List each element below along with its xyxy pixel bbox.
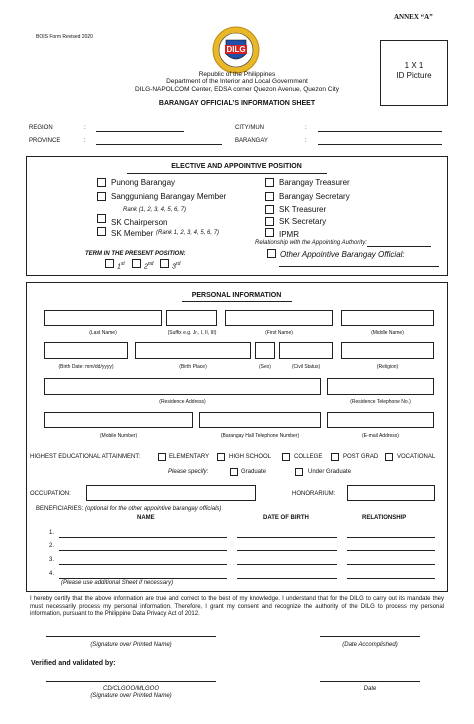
date-accomplished-caption: (Date Accomplished) (342, 642, 398, 648)
beneficiary-2-dob[interactable] (237, 550, 337, 551)
form-revision: BOIS Form Revised 2020 (36, 34, 93, 40)
honorarium-input[interactable] (347, 485, 435, 501)
sk-chairperson-checkbox[interactable] (97, 214, 106, 223)
position-section (26, 156, 448, 276)
punong-barangay-label: Punong Barangay (111, 178, 176, 187)
beneficiary-2-relationship[interactable] (347, 550, 435, 551)
sk-secretary-label: SK Secretary (279, 217, 327, 226)
form-title: BARANGAY OFFICIAL’S INFORMATION SHEET (158, 100, 316, 107)
certification-text: I hereby certify that the above information are true and correct to the best of my knowledge. I understand that for the DILG to carry out its mandate they must necessarily process my personal information. Therefore, I grant my consent and recognize the authority of the DILG to process my personal information, pursuant to the Philippine Data Privacy Act of 2012. (30, 596, 444, 618)
ipmr-relationship-label: Relationship with the Appointing Authority: (255, 240, 367, 246)
ipmr-checkbox[interactable] (265, 228, 274, 237)
verifier-signature-caption: (Signature over Printed Name) (90, 693, 172, 699)
last-name-caption: (Last Name) (89, 330, 117, 336)
barangay-label: BARANGAY (235, 138, 268, 144)
other-appointive-label: Other Appointive Barangay Official: (280, 250, 405, 259)
beneficiaries-note: (optional for the other appointive barangay officials) (85, 506, 222, 512)
high-school-checkbox[interactable] (217, 453, 225, 461)
city-mun-colon: : (305, 125, 307, 131)
id-picture-box (380, 40, 448, 106)
city-mun-field[interactable] (318, 131, 442, 132)
header-republic: Republic of the Philippines (198, 71, 276, 78)
beneficiary-3-name[interactable] (59, 564, 227, 565)
personal-title-rule (182, 301, 292, 302)
verified-label: Verified and validated by: (31, 660, 116, 667)
hall-telephone-input[interactable] (199, 412, 321, 428)
birth-date-caption: (Birth Date: mm/dd/yyyy) (58, 364, 114, 370)
beneficiary-3-dob[interactable] (237, 564, 337, 565)
last-name-input[interactable] (44, 310, 162, 326)
verifier-position: CD/CLGOO/MLGOO (102, 686, 159, 692)
other-appointive-field[interactable] (279, 266, 439, 267)
first-name-input[interactable] (225, 310, 333, 326)
civil-status-caption: (Civil Status) (291, 364, 321, 370)
beneficiary-1-relationship[interactable] (347, 537, 435, 538)
residence-address-caption: (Residence Address) (159, 399, 206, 405)
birth-date-input[interactable] (44, 342, 128, 359)
suffix-input[interactable] (166, 310, 217, 326)
rank-note: Rank (1, 2, 3, 4, 5, 6, 7) (123, 207, 187, 213)
mobile-number-caption: (Mobile Number) (99, 433, 138, 439)
beneficiaries-label: BENEFICIARIES: (optional for the other appointive barangay officials) (36, 506, 222, 512)
religion-input[interactable] (341, 342, 434, 359)
col-dob-header: DATE OF BIRTH (263, 515, 309, 521)
elementary-label: ELEMENTARY (169, 454, 210, 460)
header-address: DILG-NAPOLCOM Center, EDSA corner Quezon Avenue, Quezon City (134, 86, 339, 93)
signature-caption: (Signature over Printed Name) (90, 642, 172, 648)
province-field[interactable] (96, 144, 222, 145)
col-name-header: NAME (137, 515, 155, 521)
barangay-colon: : (305, 138, 307, 144)
sangguniang-member-label: Sangguniang Barangay Member (111, 192, 227, 201)
sk-secretary-checkbox[interactable] (265, 217, 274, 226)
province-colon: : (84, 138, 86, 144)
vocational-checkbox[interactable] (385, 453, 393, 461)
graduate-checkbox[interactable] (230, 468, 238, 476)
region-colon: : (84, 125, 86, 131)
other-appointive-checkbox[interactable] (267, 249, 276, 258)
residence-telephone-input[interactable] (327, 378, 434, 395)
vocational-label: VOCATIONAL (397, 454, 436, 460)
term-label: TERM IN THE PRESENT POSITION: (85, 251, 186, 257)
barangay-treasurer-checkbox[interactable] (265, 178, 274, 187)
personal-section-title: PERSONAL INFORMATION (191, 292, 282, 299)
ipmr-label: IPMR (279, 230, 299, 239)
beneficiary-2-name[interactable] (59, 550, 227, 551)
education-label: HIGHEST EDUCATIONAL ATTAINMENT: (30, 454, 141, 460)
sk-member-label: SK Member (111, 229, 154, 238)
email-input[interactable] (327, 412, 434, 428)
residence-address-input[interactable] (44, 378, 321, 395)
term-1-label: 1st (117, 261, 125, 271)
elementary-checkbox[interactable] (158, 453, 166, 461)
sk-treasurer-checkbox[interactable] (265, 205, 274, 214)
city-mun-label: CITY/MUN (235, 125, 264, 131)
date-accomplished-line[interactable] (320, 636, 420, 637)
middle-name-caption: (Middle Name) (371, 330, 404, 336)
please-specify-label: Please specify: (168, 469, 209, 475)
term-3-label: 3rd (172, 261, 181, 271)
sk-rank-note: (Rank 1, 2, 3, 4, 5, 6, 7) (156, 230, 220, 236)
barangay-secretary-label: Barangay Secretary (279, 192, 350, 201)
beneficiary-4-name[interactable] (59, 578, 227, 579)
term-1-checkbox[interactable] (105, 259, 114, 268)
beneficiary-3-relationship[interactable] (347, 564, 435, 565)
province-label: PROVINCE (29, 138, 61, 144)
position-section-title: ELECTIVE AND APPOINTIVE POSITION (171, 163, 302, 170)
sex-caption: (Sex) (259, 364, 271, 370)
residence-telephone-caption: (Residence Telephone No.) (350, 399, 411, 405)
occupation-input[interactable] (86, 485, 256, 501)
annex-label: ANNEX “A” (394, 13, 433, 21)
col-relationship-header: RELATIONSHIP (362, 515, 407, 521)
personal-section (26, 282, 448, 618)
header-department: Department of the Interior and Local Government (166, 78, 308, 85)
under-graduate-label: Under Graduate (308, 469, 352, 475)
additional-sheet-note: (Please use additional Sheet if necessary) (61, 580, 174, 586)
post-grad-label: POST GRAD (343, 454, 379, 460)
graduate-label: Graduate (241, 469, 267, 475)
beneficiary-row-number: 4. (49, 571, 55, 577)
under-graduate-checkbox[interactable] (295, 468, 303, 476)
verifier-signature-line[interactable] (46, 681, 216, 682)
honorarium-label: HONORARIUM: (292, 491, 336, 497)
term-2-checkbox[interactable] (132, 259, 141, 268)
position-title-rule (127, 173, 327, 174)
id-picture-label: ID Picture (396, 71, 432, 80)
civil-status-input[interactable] (279, 342, 333, 359)
mobile-number-input[interactable] (44, 412, 193, 428)
birth-place-input[interactable] (135, 342, 251, 359)
religion-caption: (Religion) (376, 364, 399, 370)
region-field[interactable] (96, 131, 184, 132)
middle-name-input[interactable] (341, 310, 434, 326)
college-label: COLLEGE (294, 454, 323, 460)
sk-member-checkbox[interactable] (97, 227, 106, 236)
post-grad-checkbox[interactable] (331, 453, 339, 461)
logo-text: DILG (226, 45, 246, 54)
beneficiary-row-number: 2. (49, 543, 55, 549)
birth-place-caption: (Birth Place) (179, 364, 207, 370)
id-picture-size: 1 X 1 (404, 61, 424, 70)
beneficiary-4-dob[interactable] (237, 578, 337, 579)
beneficiary-1-name[interactable] (59, 537, 227, 538)
barangay-field[interactable] (318, 144, 442, 145)
suffix-caption: (Suffix e.g. Jr., I, II, III) (167, 330, 217, 336)
region-label: REGION (29, 125, 53, 131)
beneficiary-row-number: 1. (49, 530, 55, 536)
beneficiary-row-number: 3. (49, 557, 55, 563)
beneficiary-4-relationship[interactable] (347, 578, 435, 579)
sangguniang-member-checkbox[interactable] (97, 192, 106, 201)
dilg-logo (212, 26, 260, 74)
sk-treasurer-label: SK Treasurer (279, 205, 327, 214)
sk-chairperson-label: SK Chairperson (111, 218, 168, 227)
term-2-label: 2nd (144, 261, 154, 271)
hall-telephone-caption: (Barangay Hall Telephone Number) (220, 433, 300, 439)
high-school-label: HIGH SCHOOL (229, 454, 272, 460)
verification-date-line[interactable] (320, 681, 420, 682)
sex-input[interactable] (255, 342, 275, 359)
beneficiary-1-dob[interactable] (237, 537, 337, 538)
ipmr-relationship-field[interactable] (367, 246, 431, 247)
signature-line[interactable] (46, 636, 216, 637)
occupation-label: OCCUPATION: (30, 491, 71, 497)
barangay-treasurer-label: Barangay Treasurer (279, 178, 350, 187)
barangay-secretary-checkbox[interactable] (265, 192, 274, 201)
email-caption: (E-mail Address) (362, 433, 399, 439)
punong-barangay-checkbox[interactable] (97, 178, 106, 187)
college-checkbox[interactable] (282, 453, 290, 461)
first-name-caption: (First Name) (265, 330, 293, 336)
term-3-checkbox[interactable] (160, 259, 169, 268)
verification-date-caption: Date (363, 686, 377, 692)
